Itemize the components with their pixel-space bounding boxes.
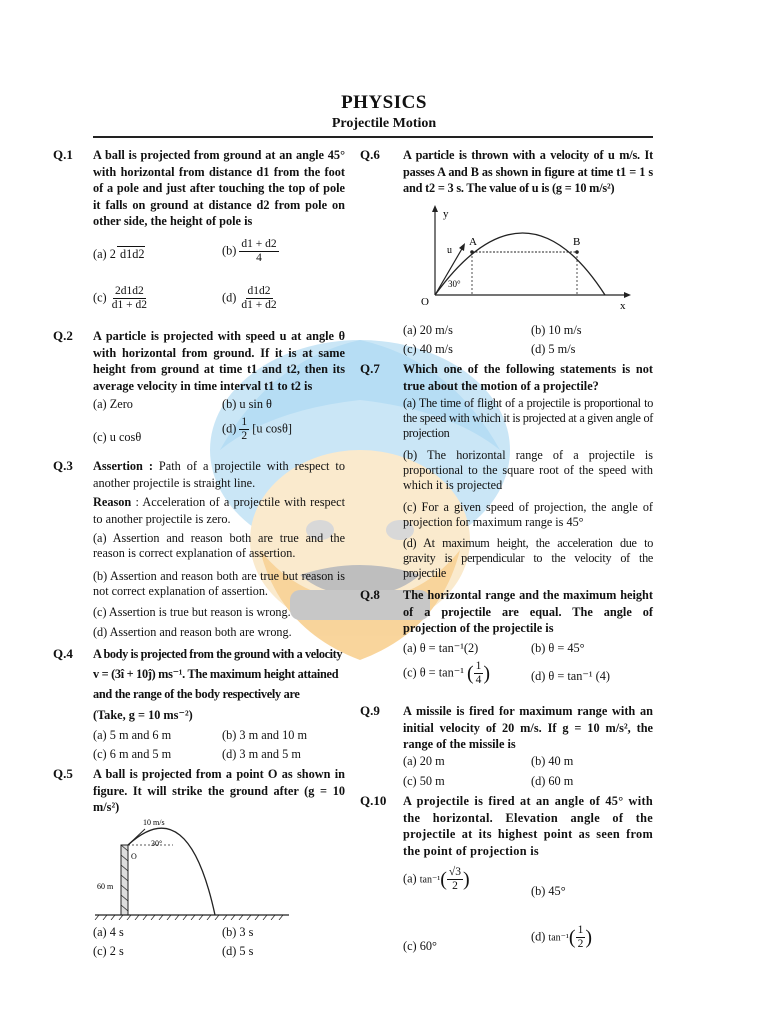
question-number: Q.5 <box>53 766 73 781</box>
option-a: (a) 4 s <box>93 925 124 939</box>
option-a: (a) 20 m/s <box>403 323 453 337</box>
option-d: (d) 5 s <box>222 944 254 958</box>
option-d: (d) 60 m <box>531 774 574 788</box>
option-d: (d) θ = tan⁻¹ (4) <box>531 669 610 683</box>
option-b: (b) u sin θ <box>222 397 272 411</box>
option-c: (c) Assertion is true but reason is wrong. <box>93 605 291 619</box>
option-c: (c) 50 m <box>403 774 445 788</box>
y-label: y <box>443 208 449 220</box>
question-text: A particle is projected with speed u at angle θ with horizontal from ground. If it is at same height from ground at time t1 and t2, then its average velocity in time interval t1 to t2 is <box>93 329 345 393</box>
option-d: (d) Assertion and reason both are wrong. <box>93 625 292 639</box>
option-c: (c) 2 s <box>93 944 124 958</box>
option-a: (a) 5 m and 6 m <box>93 728 172 742</box>
option-c: (c) 6 m and 5 m <box>93 747 172 761</box>
trajectory-curve <box>128 828 215 915</box>
angle-label: 30° <box>151 839 163 848</box>
question-text: A ball is projected from a point O as shown in figure. It will strike the ground after (g = 10 m/s²) <box>93 767 345 814</box>
question-number: Q.6 <box>360 147 380 162</box>
q5-figure <box>93 815 293 920</box>
option-b: (b) θ = 45° <box>531 641 585 655</box>
question-text: A projectile is fired at an angle of 45° with the horizontal. Elevation angle of the projectile at its highest point as seen from the point of projection is <box>403 794 653 858</box>
b-label: B <box>573 236 581 248</box>
option-c: (c) $\frac{2d1d2}{d1 + d2}$ <box>93 285 147 311</box>
assertion-text: Assertion : Path of a projectile with respect to another projectile is straight line. <box>93 459 345 490</box>
option-d: (d) $\frac{d1d2}{d1 + d2}$ <box>222 285 277 311</box>
origin-label: O <box>421 296 429 308</box>
question-number: Q.10 <box>360 793 387 808</box>
option-a: (a) 20 m <box>403 754 445 768</box>
reason-text: Reason : Acceleration of a projectile with respect to another projectile is zero. <box>93 495 346 526</box>
option-a: (a) Assertion and reason both are true and the reason is correct explanation of assertion. <box>93 531 345 560</box>
option-c: (c) 40 m/s <box>403 342 453 356</box>
question-number: Q.9 <box>360 703 380 718</box>
option-b: (b) 45° <box>531 884 566 898</box>
option-d: (d) $\frac{1}{2}$ [u cosθ] <box>222 416 292 442</box>
option-a: (a) The time of flight of a projectile is proportional to the speed with which it is projected at a given angle of projection <box>403 396 653 440</box>
origin-label: O <box>131 852 137 861</box>
x-label: x <box>620 300 626 312</box>
option-c: (c) u cosθ <box>93 430 142 444</box>
option-a: (a) θ = tan⁻¹(2) <box>403 641 479 655</box>
question-line: A body is projected from the ground with a velocity <box>93 647 343 661</box>
option-b: (b) $\frac{d1 + d2}{4}$ <box>222 238 277 264</box>
option-a: (a) Zero <box>93 397 133 411</box>
page-title: PHYSICS <box>341 92 427 113</box>
question-text: The horizontal range and the maximum height of a projectile are equal. The angle of projection of the projectile is <box>403 588 653 635</box>
question-number: Q.4 <box>53 646 73 661</box>
question-text: A particle is thrown with a velocity of u m/s. It passes A and B as shown in figure at time t1 = 1 s and t2 = 3 s. The value of u is (g = 10 m/s²) <box>403 148 653 195</box>
question-line: (Take, g = 10 ms⁻²) <box>93 708 193 722</box>
option-b: (b) 3 s <box>222 925 254 939</box>
option-d: (d) tan⁻¹( $\frac{1}{2}$ ) <box>531 924 593 950</box>
option-a: (a) 2 d1d2 <box>93 247 145 261</box>
q6-figure <box>415 203 635 315</box>
question-number: Q.7 <box>360 361 380 376</box>
question-number: Q.8 <box>360 587 380 602</box>
a-label: A <box>469 236 477 248</box>
option-b: (b) 40 m <box>531 754 574 768</box>
option-b: (b) Assertion and reason both are true but reason is not correct explanation of assertion. <box>93 569 345 598</box>
option-a: (a) tan⁻¹( $\frac{√3}{2}$ ) <box>403 866 470 892</box>
question-line: v = (3î + 10ĵ) ms⁻¹. The maximum height attained <box>93 667 339 681</box>
question-text: A missile is fired for maximum range with an initial velocity of 20 m/s. If g = 10 m/s², the range of the missile is <box>403 704 653 751</box>
question-number: Q.3 <box>53 458 73 473</box>
question-number: Q.1 <box>53 147 73 162</box>
option-d: (d) At maximum height, the acceleration due to gravity is perpendicular to the velocity of the projectile <box>403 536 653 580</box>
option-b: (b) 3 m and 10 m <box>222 728 308 742</box>
velocity-arrow <box>128 829 145 845</box>
speed-label: 10 m/s <box>143 818 165 827</box>
height-label: 60 m <box>97 882 114 891</box>
page-subtitle: Projectile Motion <box>331 116 437 131</box>
question-line: and the range of the body respectively are <box>93 687 300 701</box>
option-c: (c) 60° <box>403 939 437 953</box>
option-c: (c) θ = tan⁻¹ ( $\frac{1}{4}$ ) <box>403 660 491 686</box>
option-b: (b) The horizontal range of a projectile is proportional to the square root of the speed with which it is projected <box>403 448 653 492</box>
question-number: Q.2 <box>53 328 73 343</box>
question-text: Which one of the following statements is not true about the motion of a projectile? <box>403 362 653 393</box>
option-b: (b) 10 m/s <box>531 323 582 337</box>
u-label: u <box>447 245 452 256</box>
option-c: (c) For a given speed of projection, the angle of projection for maximum range is 45° <box>403 500 653 529</box>
angle-label: 30° <box>448 279 461 289</box>
option-d: (d) 5 m/s <box>531 342 576 356</box>
option-d: (d) 3 m and 5 m <box>222 747 301 761</box>
header-divider <box>93 136 653 138</box>
question-text: A ball is projected from ground at an angle 45° with horizontal from distance d1 from the foot of a pole and just after touching the top of pole it falls on ground at distance d2 from pole on other side, the height of pole is <box>93 148 345 228</box>
